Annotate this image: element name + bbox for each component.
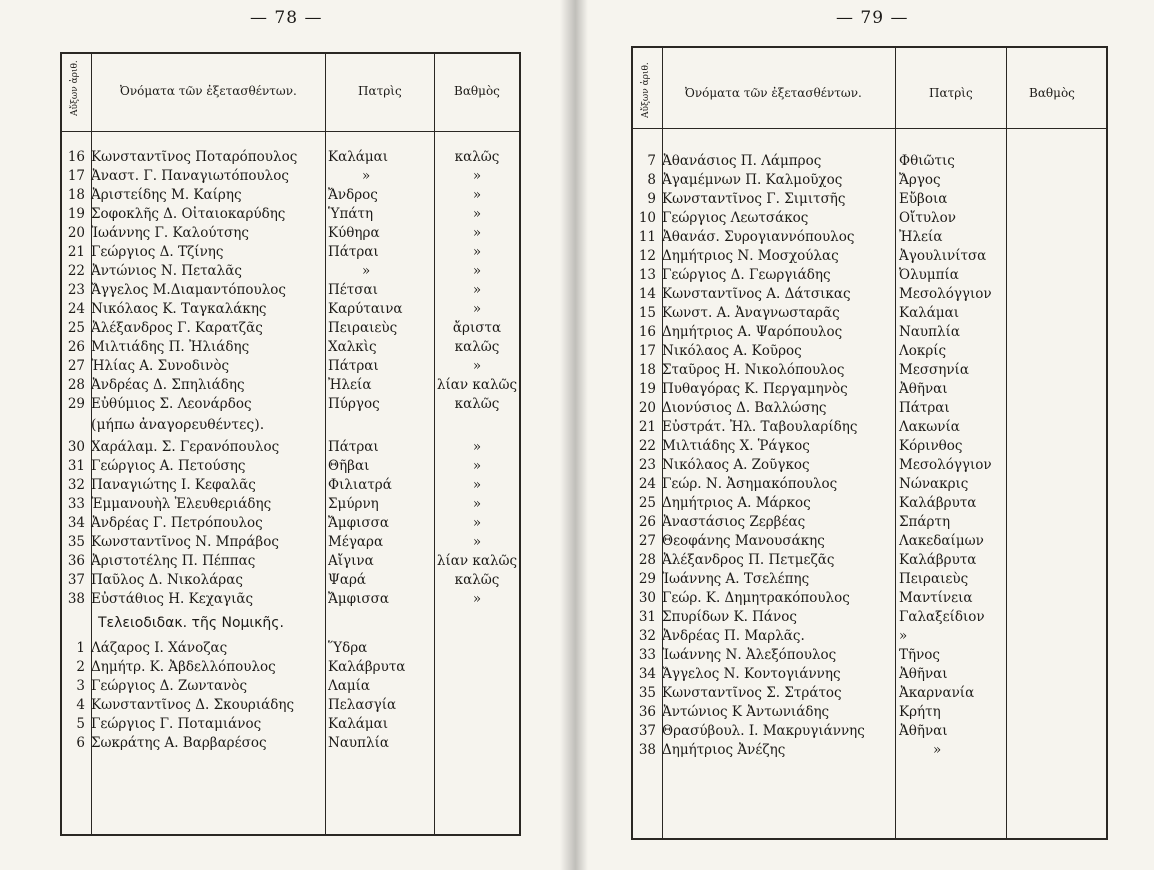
table-row: 38 Δημήτριος Ἀνέζης » <box>638 742 942 758</box>
page-number: — 78 — <box>250 8 323 28</box>
table-row: 33 Ἰωάννης Ν. Ἀλεξόπουλος Τῆνος <box>638 647 940 663</box>
table-row: 36 Ἀντώνιος Κ Ἀντωνιάδης Κρήτη <box>638 704 941 720</box>
table-row: 23 Ἄγγελος Μ.Διαμαντόπουλος Πέτσαι » <box>67 282 482 298</box>
table-row: 18 Σταῦρος Η. Νικολόπουλος Μεσσηνία <box>638 362 969 378</box>
book-gutter <box>560 0 588 870</box>
table-row: 27 Ἠλίας Α. Συνοδινὸς Πάτραι » <box>67 358 482 374</box>
table-row: 20 Διονύσιος Δ. Βαλλώσης Πάτραι <box>638 400 950 416</box>
header-place: Πατρὶς <box>358 84 402 98</box>
table-row: 25 Δημήτριος Α. Μάρκος Καλάβρυτα <box>638 495 977 511</box>
table-row: 16 Δημήτριος Α. Ψαρόπουλος Ναυπλία <box>638 324 960 340</box>
table-row: 19 Σοφοκλῆς Δ. Οἰταιοκαρύδης Ὑπάτη » <box>67 206 482 222</box>
table-row: 1 Λάζαρος Ι. Χάνοζας Ὕδρα <box>76 640 368 656</box>
table-row: 23 Νικόλαος Α. Ζοῦγκος Μεσολόγγιον <box>638 457 992 473</box>
ledger-table <box>60 52 521 836</box>
table-row: 2 Δημήτρ. Κ. Ἀβδελλόπουλος Καλάβρυτα <box>76 659 406 675</box>
left-page <box>0 0 574 870</box>
right-page <box>574 0 1154 870</box>
table-body <box>62 148 519 753</box>
table-row: 22 Μιλτιάδης Χ. Ῥάγκος Κόρινθος <box>638 438 963 454</box>
page-number: — 79 — <box>836 8 909 28</box>
table-row: 37 Θρασύβουλ. Ι. Μακρυγιάννης Ἀθῆναι <box>638 723 948 739</box>
table-row: 14 Κωνσταντῖνος Α. Δάτσικας Μεσολόγγιον <box>638 286 992 302</box>
table-row: 33 Ἐμμανουὴλ Ἐλευθεριάδης Σμύρνη » <box>67 496 482 512</box>
table-row: 31 Γεώργιος Α. Πετούσης Θῆβαι » <box>67 458 482 474</box>
table-row: 34 Ἄγγελος Ν. Κοντογιάννης Ἀθῆναι <box>638 666 948 682</box>
subheading: (μήπω ἀναγορευθέντες). <box>91 417 265 433</box>
table-row: 3 Γεώργιος Δ. Ζωντανὸς Λαμία <box>76 678 371 694</box>
table-row: 37 Παῦλος Δ. Νικολάρας Ψαρά καλῶς <box>67 572 500 588</box>
table-row: 11 Ἀθανάσ. Συρογιαννόπουλος Ἠλεία <box>638 229 943 245</box>
table-row: 10 Γεώργιος Λεωτσάκος Οἴτυλον <box>638 210 956 226</box>
header-name: Ὀνόματα τῶν ἐξετασθέντων. <box>120 84 297 98</box>
table-row: 7 Ἀθανάσιος Π. Λάμπρος Φθιῶτις <box>647 153 955 169</box>
table-row: 29 Εὐθύμιος Σ. Λεονάρδος Πύργος καλῶς <box>67 396 500 412</box>
table-body <box>633 152 1106 760</box>
header-number: Αὔξων ἀριθ. <box>70 60 80 116</box>
table-row: 21 Γεώργιος Δ. Τζίνης Πάτραι » <box>67 244 482 260</box>
table-row: 24 Γεώρ. Ν. Ἀσημακόπουλος Νώνακρις <box>638 476 969 492</box>
header-grade: Βαθμὸς <box>454 84 500 98</box>
table-row: 17 Ἀναστ. Γ. Παναγιωτόπουλος » » <box>67 168 482 184</box>
table-row: 35 Κωνσταντῖνος Ν. Μπράβος Μέγαρα » <box>67 534 482 550</box>
table-row: 27 Θεοφάνης Μανουσάκης Λακεδαίμων <box>638 533 984 549</box>
table-row: 6 Σωκράτης Α. Βαρβαρέσος Ναυπλία <box>76 735 389 751</box>
table-row: 13 Γεώργιος Δ. Γεωργιάδης Ὀλυμπία <box>638 267 959 283</box>
table-row: 32 Παναγιώτης Ι. Κεφαλᾶς Φιλιατρά » <box>67 477 482 493</box>
header-number: Αὔξων ἀριθ. <box>641 62 651 118</box>
table-row: 24 Νικόλαος Κ. Ταγκαλάκης Καρύταινα » <box>67 301 482 317</box>
header-grade: Βαθμὸς <box>1029 86 1075 100</box>
table-row: 25 Ἀλέξανδρος Γ. Καρατζᾶς Πειραιεὺς ἄριστα <box>67 320 502 336</box>
table-row: 19 Πυθαγόρας Κ. Περγαμηνὸς Ἀθῆναι <box>638 381 948 397</box>
header-rule <box>633 128 1106 129</box>
header-name: Ὀνόματα τῶν ἐξετασθέντων. <box>685 86 862 100</box>
table-row: 21 Εὐστράτ. Ἠλ. Ταβουλαρίδης Λακωνία <box>638 419 960 435</box>
table-row: 31 Σπυρίδων Κ. Πάνος Γαλαξείδιον <box>638 609 985 625</box>
table-row: 15 Κωνστ. Α. Ἀναγνωσταρᾶς Καλάμαι <box>638 305 960 321</box>
table-row: 9 Κωνσταντῖνος Γ. Σιμιτσῆς Εὔβοια <box>647 191 948 207</box>
table-row: 4 Κωνσταντῖνος Δ. Σκουριάδης Πελασγία <box>76 697 397 713</box>
table-row: 32 Ἀνδρέας Π. Μαρλᾶς. » <box>638 628 908 644</box>
table-row: 22 Ἀντώνιος Ν. Πεταλᾶς » » <box>67 263 482 279</box>
table-row: 38 Εὐστάθιος Η. Κεχαγιᾶς Ἄμφισσα » <box>67 591 482 607</box>
table-row: 35 Κωνσταντῖνος Σ. Στράτος Ἀκαρνανία <box>638 685 975 701</box>
table-row: 30 Χαράλαμ. Σ. Γερανόπουλος Πάτραι » <box>67 439 482 455</box>
table-row: 12 Δημήτριος Ν. Μοσχούλας Ἀγουλινίτσα <box>638 248 987 264</box>
ledger-table <box>631 46 1108 840</box>
table-row: 18 Ἀριστείδης Μ. Καίρης Ἄνδρος » <box>67 187 482 203</box>
table-row: 5 Γεώργιος Γ. Ποταμιάνος Καλάμαι <box>76 716 389 732</box>
table-row: 28 Ἀλέξανδρος Π. Πετμεζᾶς Καλάβρυτα <box>638 552 977 568</box>
table-row: 26 Ἀναστάσιος Ζερβέας Σπάρτη <box>638 514 951 530</box>
table-row: 36 Ἀριστοτέλης Π. Πέππας Αἴγινα λίαν καλῶς <box>67 553 518 569</box>
table-row: 30 Γεώρ. Κ. Δημητρακόπουλος Μαντίνεια <box>638 590 973 606</box>
header-place: Πατρὶς <box>929 86 973 100</box>
header-rule <box>62 131 519 132</box>
table-row: 28 Ἀνδρέας Δ. Σπηλιάδης Ἠλεία λίαν καλῶς <box>67 377 518 393</box>
table-row: 16 Κωνσταντῖνος Ποταρόπουλος Καλάμαι καλῶς <box>67 149 500 165</box>
section-title: Τελειοδιδακ. τῆς Νομικῆς. <box>98 615 284 631</box>
table-row: 8 Ἀγαμέμνων Π. Καλμοῦχος Ἄργος <box>647 172 941 188</box>
table-row: 29 Ἰωάννης Α. Τσελέπης Πειραιεὺς <box>638 571 969 587</box>
table-row: 26 Μιλτιάδης Π. Ἠλιάδης Χαλκὶς καλῶς <box>67 339 500 355</box>
table-row: 34 Ἀνδρέας Γ. Πετρόπουλος Ἄμφισσα » <box>67 515 482 531</box>
table-row: 20 Ἰωάννης Γ. Καλούτσης Κύθηρα » <box>67 225 482 241</box>
table-row: 17 Νικόλαος Α. Κοῦρος Λοκρίς <box>638 343 947 359</box>
